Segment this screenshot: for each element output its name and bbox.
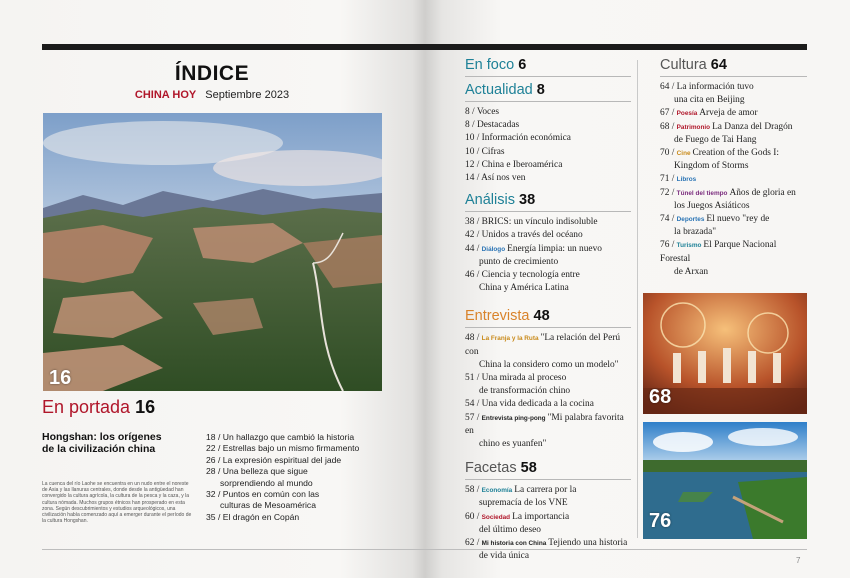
- entry-title: La Danza del Dragón: [712, 121, 793, 132]
- entry-category-tag: Diálogo: [481, 245, 506, 253]
- toc-entry[interactable]: [465, 398, 631, 411]
- entry-title-continued: de transformación chino: [479, 386, 571, 397]
- portada-article-entry[interactable]: [206, 432, 406, 443]
- entry-first-line: 60 / Sociedad La importancia: [465, 511, 570, 522]
- entry-page-number: 74: [660, 214, 670, 225]
- photo-page-number-68: 68: [649, 386, 672, 408]
- entry-first-line: 51 / Una mirada al proceso: [465, 373, 567, 384]
- entry-page-number: 48: [465, 333, 475, 344]
- entry-title: El nuevo "rey de: [706, 214, 770, 225]
- entry-first-line: 8 / Destacadas: [465, 120, 520, 131]
- entry-title: Arveja de amor: [699, 108, 758, 119]
- toc-entry[interactable]: [465, 106, 631, 119]
- entry-page-number: 68: [660, 121, 670, 132]
- entry-title: Cifras: [481, 146, 505, 157]
- entry-page-number: 44: [465, 243, 475, 254]
- portada-article-list: [206, 432, 406, 523]
- entry-page-number: 60: [465, 511, 475, 522]
- entry-title-continued: del último deseo: [479, 524, 541, 535]
- entry-title: Puntos en común con las: [222, 489, 320, 500]
- portada-article-entry[interactable]: [206, 466, 406, 489]
- entry-page-number: 35: [206, 511, 216, 522]
- entry-title: El Parque Nacional Forestal: [660, 240, 777, 264]
- section-rule: [465, 101, 631, 102]
- entry-page-number: 28: [206, 466, 216, 477]
- entry-page-number: 46: [465, 270, 475, 281]
- entry-title: El dragón en Copán: [222, 511, 300, 522]
- entry-page-number: 54: [465, 399, 475, 410]
- toc-entry[interactable]: [465, 372, 631, 398]
- forest-lake-photo: [643, 422, 807, 539]
- entry-first-line: 10 / Cifras: [465, 146, 505, 157]
- entry-title: La expresión espiritual del jade: [222, 454, 342, 465]
- entry-first-line: 71 / Libros: [660, 174, 697, 185]
- entry-title-continued: Kingdom of Storms: [674, 161, 749, 172]
- entry-title-continued: China y América Latina: [479, 283, 569, 294]
- entry-title-continued: supremacía de los VNE: [479, 498, 568, 509]
- toc-entry[interactable]: [660, 107, 807, 120]
- section-en-foco[interactable]: [465, 56, 631, 74]
- entry-page-number: 71: [660, 174, 670, 185]
- entry-title: Años de gloria en: [729, 187, 796, 198]
- section-name: Entrevista: [465, 308, 530, 325]
- entry-category-tag: Entrevista ping-pong: [481, 414, 546, 422]
- toc-entry[interactable]: [660, 173, 807, 186]
- section-rule: [660, 76, 807, 77]
- entry-page-number: 38: [465, 217, 475, 228]
- entry-title: Información económica: [481, 133, 571, 144]
- dance-festival-photo: [643, 293, 807, 414]
- toc-entry[interactable]: [465, 537, 631, 563]
- entry-page-number: 8: [465, 120, 470, 131]
- toc-entry[interactable]: [465, 172, 631, 185]
- portada-article-entry[interactable]: [206, 489, 406, 512]
- masthead: [42, 89, 382, 101]
- entry-category-tag: Libros: [676, 176, 697, 184]
- entry-page-number: 22: [206, 443, 216, 454]
- entry-first-line: 74 / Deportes El nuevo "rey de: [660, 214, 770, 225]
- entry-title: Voces: [476, 107, 500, 117]
- section-cultura[interactable]: [660, 56, 807, 74]
- toc-entry[interactable]: [465, 332, 631, 372]
- section-page: 64: [710, 57, 727, 73]
- section-name: Actualidad: [465, 82, 533, 98]
- entry-category-tag: Turismo: [676, 242, 702, 250]
- toc-entry[interactable]: [465, 159, 631, 172]
- entry-title: Energía limpia: un nuevo: [507, 243, 602, 254]
- entry-title-continued: sorprendiendo al mundo: [220, 477, 313, 488]
- portada-article-entry[interactable]: [206, 512, 406, 523]
- entry-first-line: 62 / Mi historia con China Tejiendo una historia: [465, 538, 628, 549]
- entry-category-tag: Poesía: [676, 110, 698, 118]
- toc-entry[interactable]: [465, 216, 631, 229]
- toc-entry[interactable]: [465, 484, 631, 510]
- entry-title-continued: la brazada": [674, 227, 717, 238]
- section-rule: [465, 76, 631, 77]
- entry-page-number: 14: [465, 173, 475, 184]
- issue-date: Septiembre 2023: [205, 89, 290, 101]
- entry-page-number: 62: [465, 538, 475, 549]
- section-name: Cultura: [660, 57, 707, 73]
- en-portada-label: En portada: [42, 397, 131, 417]
- entry-first-line: 35 / El dragón en Copán: [206, 511, 300, 522]
- portada-article-entry[interactable]: [206, 455, 406, 466]
- entry-page-number: 64: [660, 82, 670, 92]
- toc-entry[interactable]: [660, 81, 807, 107]
- entrevista-list: [465, 332, 631, 451]
- toc-entry[interactable]: [465, 132, 631, 145]
- entry-page-number: 18: [206, 432, 216, 442]
- entry-category-tag: Economía: [481, 487, 513, 495]
- entry-page-number: 70: [660, 148, 670, 159]
- entry-first-line: 28 / Una belleza que sigue: [206, 466, 308, 477]
- entry-page-number: 67: [660, 108, 670, 119]
- entry-first-line: 10 / Información económica: [465, 133, 571, 144]
- entry-page-number: 57: [465, 412, 475, 423]
- toc-entry[interactable]: [660, 213, 807, 239]
- entry-first-line: 67 / Poesía Arveja de amor: [660, 108, 758, 119]
- toc-entry[interactable]: [660, 121, 807, 147]
- entry-category-tag: Patrimonio: [676, 123, 711, 131]
- entry-page-number: 26: [206, 454, 216, 465]
- section-entrevista[interactable]: [465, 307, 631, 325]
- entry-title: Una vida dedicada a la cocina: [481, 399, 594, 410]
- entry-category-tag: Sociedad: [481, 513, 511, 521]
- entry-first-line: 46 / Ciencia y tecnología entre: [465, 270, 580, 281]
- entry-title-continued: de vida única: [479, 551, 529, 562]
- brand-name: CHINA HOY: [134, 89, 197, 101]
- toc-entry[interactable]: [660, 239, 807, 279]
- toc-entry[interactable]: [465, 511, 631, 537]
- toc-entry[interactable]: [465, 243, 631, 269]
- entry-title: Así nos ven: [481, 173, 526, 184]
- entry-page-number: 10: [465, 133, 475, 144]
- entry-title: Destacadas: [476, 120, 520, 131]
- entry-title: Creation of the Gods I:: [692, 148, 779, 159]
- entry-page-number: 58: [465, 485, 475, 496]
- entry-category-tag: Mi historia con China: [481, 540, 547, 548]
- entry-title-continued: de Fuego de Tai Hang: [674, 134, 757, 145]
- entry-first-line: 48 / La Franja y la Ruta "La relación del Perú con: [465, 333, 621, 357]
- entry-page-number: 76: [660, 240, 670, 251]
- index-title: ÍNDICE: [174, 62, 250, 85]
- entry-title-continued: China la considero como un modelo": [479, 359, 619, 370]
- entry-title: La información tuvo: [676, 82, 754, 92]
- column-divider: [637, 60, 638, 538]
- entry-title: Tejiendo una historia: [548, 538, 628, 549]
- cultura-list: [660, 81, 807, 279]
- entry-first-line: 72 / Túnel del tiempo Años de gloria en: [660, 187, 796, 198]
- entry-first-line: 12 / China e Iberoamérica: [465, 159, 563, 170]
- analisis-list: [465, 216, 631, 295]
- en-portada-heading[interactable]: [42, 397, 155, 418]
- entry-first-line: 68 / Patrimonio La Danza del Dragón: [660, 121, 793, 132]
- cover-page-number: 16: [49, 367, 72, 389]
- section-name: Facetas: [465, 460, 517, 477]
- toc-entry[interactable]: [465, 269, 631, 295]
- entry-first-line: 64 / La información tuvo: [660, 82, 754, 92]
- entry-title: China e Iberoamérica: [481, 159, 563, 170]
- entry-page-number: 51: [465, 373, 475, 384]
- entry-first-line: 32 / Puntos en común con las: [206, 489, 320, 500]
- section-rule: [465, 327, 631, 328]
- portada-article-entry[interactable]: [206, 443, 406, 454]
- entry-first-line: 38 / BRICS: un vínculo indisoluble: [465, 217, 598, 228]
- section-facetas[interactable]: [465, 459, 631, 477]
- entry-title-continued: culturas de Mesoamérica: [220, 500, 317, 511]
- toc-entry[interactable]: [660, 187, 807, 213]
- entry-title-continued: chino es yuanfen": [479, 439, 547, 450]
- section-page: 8: [536, 82, 545, 98]
- entry-category-tag: Túnel del tiempo: [676, 189, 728, 197]
- entry-title: Estrellas bajo un mismo firmamento: [222, 443, 360, 454]
- entry-first-line: 22 / Estrellas bajo un mismo firmamento: [206, 443, 360, 454]
- folio-number: 7: [796, 556, 801, 565]
- toc-entry[interactable]: [465, 146, 631, 159]
- toc-right-column: [660, 56, 807, 279]
- entry-title: Ciencia y tecnología entre: [481, 270, 580, 281]
- section-rule: [465, 211, 631, 212]
- entry-first-line: 42 / Unidos a través del océano: [465, 230, 583, 241]
- feature-title: Hongshan: los orígenes de la civilización china: [42, 431, 162, 455]
- toc-entry[interactable]: [660, 147, 807, 173]
- entry-first-line: 76 / Turismo El Parque Nacional Forestal: [660, 240, 777, 264]
- bottom-rule-left: [42, 549, 425, 550]
- section-page: 58: [520, 460, 537, 477]
- entry-title: La carrera por la: [514, 485, 577, 496]
- entry-title: La importancia: [512, 511, 570, 522]
- entry-title: Una belleza que sigue: [222, 466, 308, 477]
- actualidad-list: [465, 106, 631, 185]
- entry-page-number: 10: [465, 146, 475, 157]
- entry-category-tag: Cine: [676, 150, 691, 158]
- entry-first-line: 57 / Entrevista ping-pong "Mi palabra favorita en: [465, 412, 624, 436]
- section-name: En foco: [465, 57, 515, 73]
- entry-first-line: 26 / La expresión espiritual del jade: [206, 454, 342, 465]
- entry-title: "Mi palabra favorita en: [465, 412, 624, 436]
- feature-summary: La cuenca del río Laohe se encuentra en un nudo entre el noreste de Asia y las llanuras centrales, donde desde la antigüedad han convergido la cultura agrícola, la cultura de la pesca y la caza, y la cultura nómada. Muchos grupos étnicos han prosperado en esta zona. Según descubrimientos y estudios arqueológicos, una civilización había comenzado aquí a emerger durante el período de la cultura Hongshan.: [42, 481, 192, 525]
- toc-entry[interactable]: [465, 119, 631, 132]
- section-page: 6: [518, 57, 527, 73]
- entry-title-continued: los Juegos Asiáticos: [674, 200, 750, 211]
- entry-title-continued: de Arxan: [674, 266, 709, 277]
- entry-title-continued: punto de crecimiento: [479, 256, 559, 267]
- entry-page-number: 12: [465, 159, 475, 170]
- entry-first-line: 18 / Un hallazgo que cambió la historia: [206, 432, 355, 442]
- en-portada-page: 16: [135, 397, 156, 417]
- entry-category-tag: La Franja y la Ruta: [481, 335, 539, 343]
- top-rule-right: [425, 44, 807, 50]
- toc-entry[interactable]: [465, 229, 631, 242]
- entry-page-number: 72: [660, 187, 670, 198]
- section-analisis[interactable]: [465, 191, 631, 209]
- entry-first-line: 70 / Cine Creation of the Gods I:: [660, 148, 779, 159]
- photo-page-number-76: 76: [649, 510, 672, 532]
- entry-first-line: 14 / Así nos ven: [465, 173, 526, 184]
- section-page: 38: [519, 192, 536, 209]
- toc-middle-column: [465, 56, 631, 563]
- entry-title: "La relación del Perú con: [465, 333, 621, 357]
- top-rule-left: [42, 44, 425, 50]
- entry-title: Unidos a través del océano: [481, 230, 583, 241]
- entry-first-line: 54 / Una vida dedicada a la cocina: [465, 399, 594, 410]
- entry-category-tag: Deportes: [676, 216, 705, 224]
- entry-title: Un hallazgo que cambió la historia: [222, 432, 355, 442]
- cover-landscape-photo: [43, 113, 382, 391]
- entry-page-number: 42: [465, 230, 475, 241]
- section-actualidad[interactable]: [465, 81, 631, 99]
- section-name: Análisis: [465, 192, 515, 209]
- entry-title: BRICS: un vínculo indisoluble: [481, 217, 598, 228]
- section-rule: [465, 479, 631, 480]
- entry-first-line: 58 / Economía La carrera por la: [465, 485, 577, 496]
- entry-first-line: 44 / Diálogo Energía limpia: un nuevo: [465, 243, 602, 254]
- entry-first-line: 8 / Voces: [465, 107, 500, 117]
- entry-page-number: 8: [465, 107, 470, 117]
- facetas-list: [465, 484, 631, 563]
- toc-entry[interactable]: [465, 412, 631, 452]
- entry-page-number: 32: [206, 489, 216, 500]
- entry-title-continued: una cita en Beijing: [674, 95, 745, 106]
- entry-title: Una mirada al proceso: [481, 373, 567, 384]
- section-page: 48: [533, 308, 550, 325]
